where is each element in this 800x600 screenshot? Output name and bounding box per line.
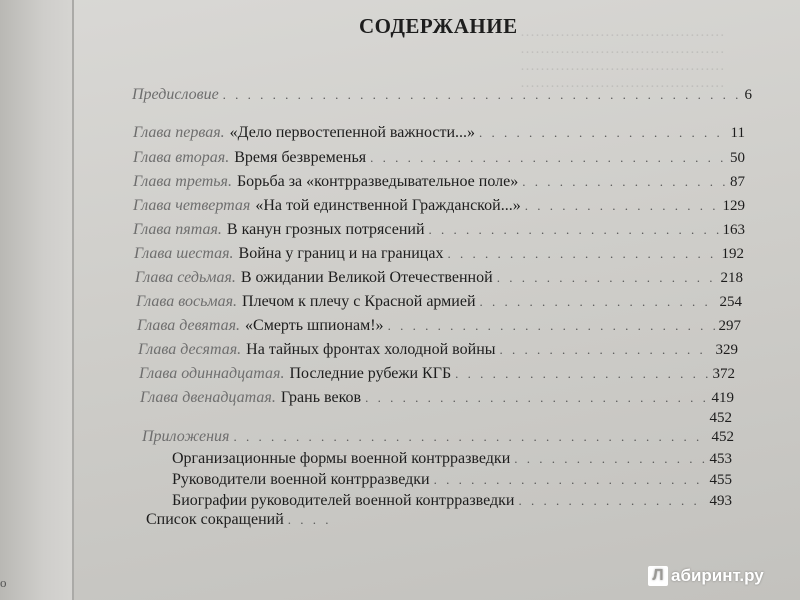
toc-entry-chapter (136, 293, 742, 313)
toc-entry-chapter (138, 341, 738, 361)
chapter-title: Время безвременья (234, 149, 367, 166)
chapter-ordinal: Глава десятая. (138, 341, 242, 358)
appendix-page-top: 452 (709, 410, 732, 426)
leader-dots (522, 174, 726, 190)
leader-dots (223, 87, 741, 103)
left-page-edge (0, 0, 74, 600)
page-title: СОДЕРЖАНИЕ (359, 14, 518, 38)
appendix-item-page: 453 (709, 451, 732, 467)
appendix-label: Приложения (142, 428, 230, 445)
leader-dots (429, 222, 719, 238)
toc-entry-chapter (133, 149, 745, 169)
leader-dots (455, 366, 708, 382)
toc-entry-abbreviations (146, 511, 342, 531)
watermark-text: абиринт.ру (671, 566, 764, 585)
leader-dots (370, 150, 726, 166)
bleed-through-text: ········································· ········································· ········································· ········································· (520, 28, 725, 95)
chapter-page: 11 (730, 125, 745, 141)
toc-entry-preface (132, 86, 752, 106)
leader-dots (500, 342, 712, 358)
leader-dots (447, 246, 717, 262)
toc-entry-appendix-item (172, 492, 732, 512)
leader-dots (479, 125, 727, 141)
chapter-title: Последние рубежи КГБ (289, 365, 452, 382)
chapter-title: В канун грозных потрясений (226, 221, 425, 238)
abbreviations-label: Список сокращений (146, 511, 284, 528)
chapter-ordinal: Глава первая. (133, 124, 225, 141)
chapter-page: 297 (718, 318, 741, 334)
leader-dots (288, 512, 338, 528)
chapter-title: Плечом к плечу с Красной армией (242, 293, 476, 310)
chapter-ordinal: Глава шестая. (134, 245, 234, 262)
watermark (648, 566, 764, 586)
appendix-item-title: Руководители военной контрразведки (172, 471, 430, 488)
leader-dots (480, 294, 716, 310)
preface-page: 6 (744, 87, 752, 103)
chapter-ordinal: Глава четвертая (133, 197, 251, 214)
chapter-page: 372 (712, 366, 735, 382)
chapter-ordinal: Глава вторая. (133, 149, 230, 166)
preface-label: Предисловие (132, 86, 219, 103)
chapter-ordinal: Глава седьмая. (135, 269, 236, 286)
appendix-item-page: 493 (709, 493, 732, 509)
chapter-page: 218 (720, 270, 743, 286)
chapter-ordinal: Глава девятая. (137, 317, 241, 334)
toc-entry-appendix-item (172, 471, 732, 491)
chapter-page: 192 (721, 246, 744, 262)
appendix-item-title: Биографии руководителей военной контрразведки (172, 492, 515, 509)
chapter-ordinal: Глава двенадцатая. (140, 389, 276, 406)
toc-entry-chapter (133, 221, 745, 241)
chapter-ordinal: Глава восьмая. (136, 293, 238, 310)
leader-dots (434, 472, 706, 488)
leader-dots (388, 318, 715, 334)
toc-entry-appendix (142, 428, 734, 448)
toc-entry-chapter (133, 197, 745, 217)
leader-dots (233, 429, 707, 445)
chapter-title: На тайных фронтах холодной войны (246, 341, 496, 358)
chapter-ordinal: Глава одиннадцатая. (139, 365, 285, 382)
toc-entry-chapter (137, 317, 741, 337)
appendix-page: 452 (711, 429, 734, 445)
chapter-title: Борьба за «контрразведывательное поле» (236, 173, 519, 190)
leader-dots (497, 270, 717, 286)
toc-entry-chapter (135, 269, 743, 289)
chapter-page: 50 (730, 150, 745, 166)
chapter-page: 129 (722, 198, 745, 214)
leader-dots (365, 390, 707, 406)
toc-entry-appendix-item (172, 450, 732, 470)
chapter-title: В ожидании Великой Отечественной (240, 269, 493, 286)
toc-entry-chapter (139, 365, 735, 385)
chapter-title: «Смерть шпионам!» (245, 317, 384, 334)
chapter-page: 419 (711, 390, 734, 406)
chapter-title: Война у границ и на границах (238, 245, 444, 262)
chapter-page: 254 (719, 294, 742, 310)
toc-entry-chapter (134, 245, 744, 265)
chapter-title: Грань веков (280, 389, 362, 406)
chapter-title: «Дело первостепенной важности...» (229, 124, 476, 141)
bookmark-mark: o (0, 575, 7, 590)
chapter-ordinal: Глава пятая. (133, 221, 222, 238)
labirint-logo-icon: Л (648, 566, 668, 586)
chapter-ordinal: Глава третья. (133, 173, 232, 190)
toc-entry-chapter (133, 173, 745, 193)
leader-dots (514, 451, 705, 467)
appendix-item-page: 455 (709, 472, 732, 488)
chapter-page: 163 (722, 222, 745, 238)
chapter-page: 87 (730, 174, 745, 190)
leader-dots (518, 493, 705, 509)
chapter-title: «На той единственной Гражданской...» (255, 197, 521, 214)
appendix-item-title: Организационные формы военной контрразведки (172, 450, 511, 467)
chapter-page: 329 (715, 342, 738, 358)
leader-dots (525, 198, 719, 214)
toc-entry-chapter (133, 124, 745, 144)
toc-entry-chapter (140, 389, 734, 409)
